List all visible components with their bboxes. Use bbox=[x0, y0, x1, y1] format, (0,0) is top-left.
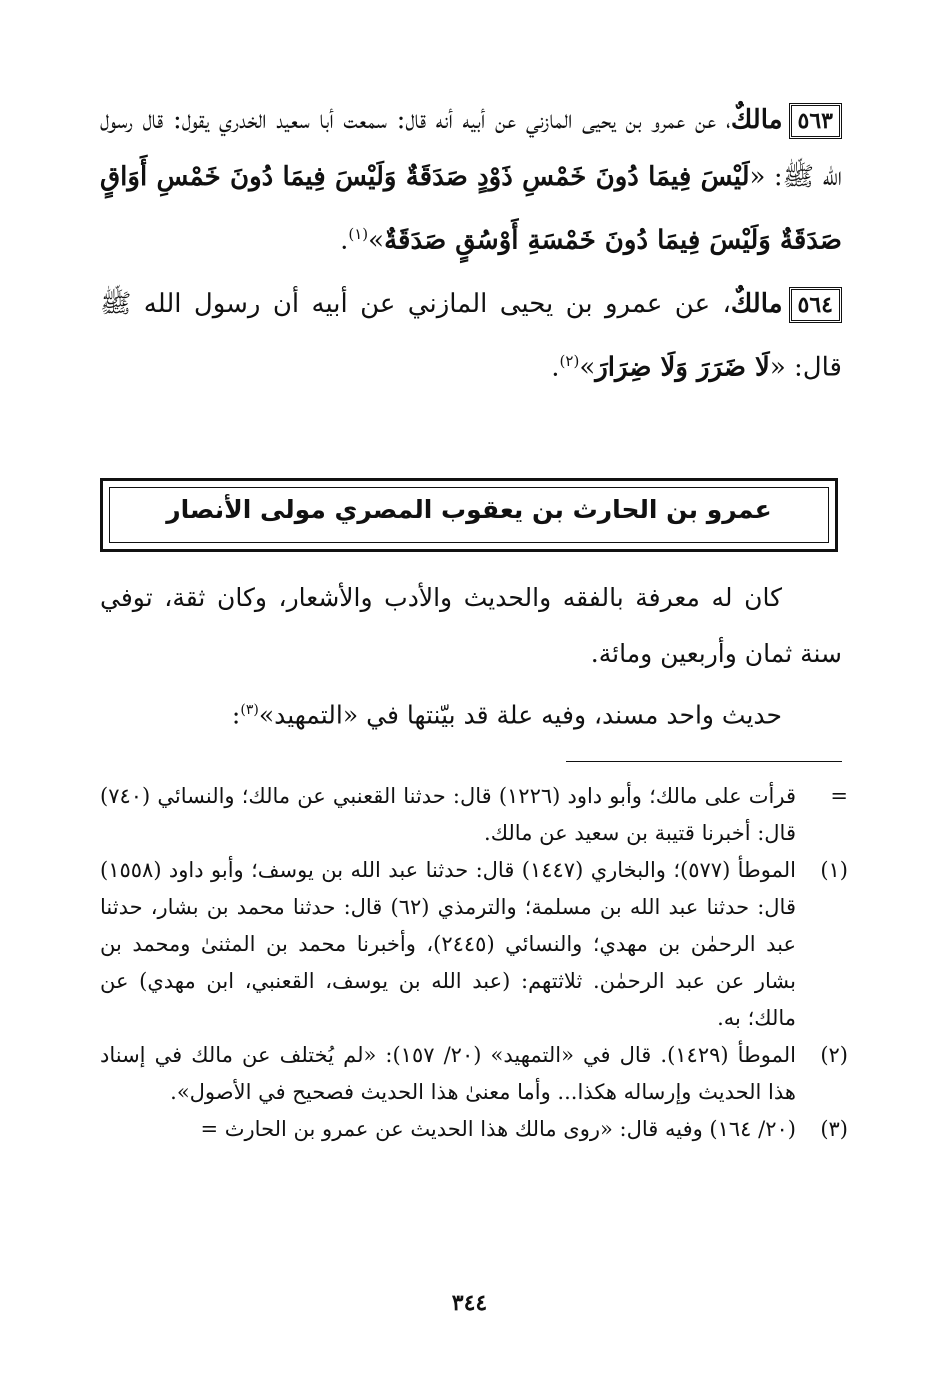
footnote-text: الموطأ (٥٧٧)؛ والبخاري (١٤٤٧) قال: حدثنا عبد الله بن يوسف؛ وأبو داود (١٥٥٨) قال: حدثنا عبد الله بن مسلمة؛ والترمذي (٦٢) قال: حدثنا محمد بن بشار، حدثنا عبد الرحمٰن بن مهدي؛ والنسائي (٢٤٤٥)، وأخبرنا محمد بن المثنىٰ ومحمد بن بشار عن عبد الرحمٰن. ثلاثتهم: (عبد الله بن يوسف، القعنبي، ابن مهدي) عن مالك؛ به. bbox=[100, 858, 796, 1030]
entry-564 bbox=[100, 276, 842, 397]
footnote-1 bbox=[100, 852, 848, 1037]
isnad-text: ، عن عمرو بن يحيى المازني عن أبيه أن رسول الله ﷺ قال: « bbox=[100, 288, 842, 383]
footnote-divider bbox=[566, 761, 842, 762]
footnote-text: (٢٠/ ١٦٤) وفيه قال: «روى مالك هذا الحديث عن عمرو بن الحارث = bbox=[200, 1117, 796, 1141]
footnote-ref: (٣) bbox=[240, 702, 259, 718]
hadith-text: لَيْسَ فِيمَا دُونَ خَمْسِ ذَوْدٍ صَدَقَةٌ وَلَيْسَ فِيمَا دُونَ خَمْسِ أَوَاقٍ صَدَقَةٌ وَلَيْسَ فِيمَا دُونَ خَمْسَةِ أَوْسُقٍ صَدَقَةٌ bbox=[100, 162, 842, 256]
footnote-mark: = bbox=[830, 784, 848, 808]
footnote-3 bbox=[100, 1111, 848, 1148]
bio-hadith-count bbox=[100, 682, 842, 743]
footnote-mark: (٢) bbox=[820, 1043, 848, 1067]
footnote-ref: (١) bbox=[348, 225, 369, 243]
entry-number: ٥٦٣ bbox=[789, 103, 842, 139]
isnad-text: ، عن عمرو بن يحيى المازني عن أبيه أنه قال: سمعت أبا سعيد الخدري يقول: قال رسول الله ﷺ: « bbox=[100, 105, 843, 192]
bio-note-text: حديث واحد مسند، وفيه علة قد بيّنتها في «التمهيد» bbox=[258, 700, 782, 730]
entry-number: ٥٦٤ bbox=[789, 287, 842, 323]
narrator-name: مالكٌ bbox=[730, 288, 783, 319]
footnote-continuation bbox=[100, 778, 848, 852]
footnote-text: الموطأ (١٤٢٩). قال في «التمهيد» (٢٠/ ١٥٧): «لم يُختلف عن مالك في إسناد هذا الحديث وإرساله هكذا... وأما معنىٰ هذا الحديث فصحيح في الأصول». bbox=[100, 1043, 796, 1104]
section-title: عمرو بن الحارث بن يعقوب المصري مولى الأنصار bbox=[166, 495, 772, 524]
quote-close: » bbox=[579, 352, 596, 383]
footnote-mark: (٣) bbox=[820, 1117, 848, 1141]
quote-close: » bbox=[368, 225, 385, 256]
colon: : bbox=[231, 700, 241, 730]
period: . bbox=[551, 352, 560, 383]
page-number: ٣٤٤ bbox=[451, 1290, 488, 1316]
section-title-frame bbox=[100, 478, 838, 552]
hadith-text: لَا ضَرَرَ وَلَا ضِرَارَ bbox=[595, 352, 770, 383]
footnote-mark: (١) bbox=[820, 858, 848, 882]
narrator-name: مالكٌ bbox=[730, 105, 783, 135]
period: . bbox=[340, 225, 349, 256]
footnote-2 bbox=[100, 1037, 848, 1111]
entry-563 bbox=[100, 92, 842, 270]
footnote-text: قرأت على مالك؛ وأبو داود (١٢٢٦) قال: حدثنا القعنبي عن مالك؛ والنسائي (٧٤٠) قال: أخبرنا قتيبة بن سعيد عن مالك. bbox=[100, 784, 796, 845]
footnote-ref: (٢) bbox=[559, 351, 580, 370]
footnotes bbox=[100, 778, 848, 1148]
biography bbox=[100, 570, 842, 743]
main-text bbox=[100, 92, 842, 396]
bio-line: كان له معرفة بالفقه والحديث والأدب والأشعار، وكان ثقة، توفي سنة ثمان وأربعين ومائة. bbox=[100, 583, 842, 668]
